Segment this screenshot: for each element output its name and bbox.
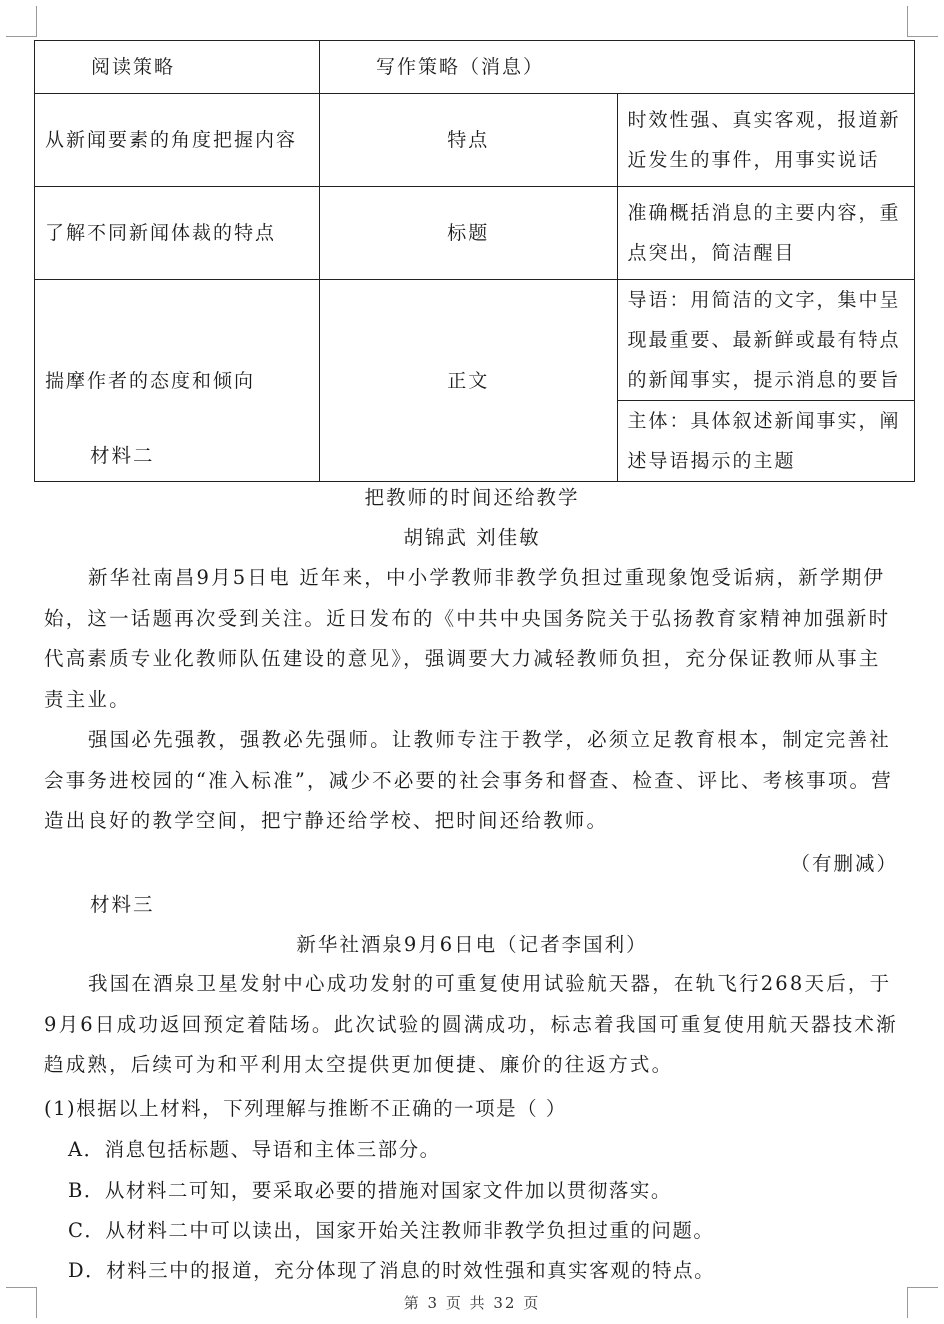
header-writing: 写作策略（消息） <box>320 41 915 94</box>
option-a: A．消息包括标题、导语和主体三部分。 <box>68 1138 441 1161</box>
table-row <box>35 94 915 187</box>
material2-label: 材料二 <box>90 444 155 467</box>
content-cell-body: 主体：具体叙述新闻事实，阐述导语揭示的主题 <box>617 401 915 482</box>
abridged-note: （有删减） <box>790 852 898 875</box>
table-row <box>35 187 915 280</box>
crop-mark-top-right <box>907 6 938 37</box>
material3-dateline: 新华社酒泉9月6日电（记者李国利） <box>296 933 648 956</box>
table-header-row <box>35 41 915 94</box>
page-footer: 第 3 页 共 32 页 <box>403 1294 541 1312</box>
content-cell-lead: 导语：用简洁的文字，集中呈现最重要、最新鲜或最有特点的新闻事实，提示消息的要旨 <box>617 280 915 401</box>
reading-strategy-cell: 从新闻要素的角度把握内容 <box>35 94 320 187</box>
material3-paragraph-1: 我国在酒泉卫星发射中心成功发射的可重复使用试验航天器，在轨飞行268天后，于9月6日成功返回预定着陆场。此次试验的圆满成功，标志着我国可重复使用航天器技术渐趋成熟，后续可为和平利用太空提供更加便捷、廉价的往返方式。 <box>44 972 898 1076</box>
content-cell: 时效性强、真实客观，报道新近发生的事件，用事实说话 <box>617 94 915 187</box>
question-stem: (1)根据以上材料，下列理解与推断不正确的一项是（ ） <box>44 1097 567 1120</box>
material2-paragraph-1: 新华社南昌9月5日电 近年来，中小学教师非教学负担过重现象饱受诟病，新学期伊始，这一话题再次受到关注。近日发布的《中共中央国务院关于弘扬教育家精神加强新时代高素质专业化教师队伍建设的意见》，强调要大力减轻教师负担，充分保证教师从事主责主业。 <box>44 566 891 711</box>
section-label-cell: 特点 <box>320 94 618 187</box>
content-cell: 准确概括消息的主要内容，重点突出，简洁醒目 <box>617 187 915 280</box>
table-row <box>35 280 915 401</box>
option-b: B．从材料二可知，要采取必要的措施对国家文件加以贯彻落实。 <box>68 1179 672 1202</box>
material2-authors: 胡锦武 刘佳敏 <box>403 526 541 549</box>
reading-strategy-cell: 了解不同新闻体裁的特点 <box>35 187 320 280</box>
header-reading: 阅读策略 <box>35 41 320 94</box>
option-d: D．材料三中的报道，充分体现了消息的时效性强和真实客观的特点。 <box>68 1259 716 1282</box>
section-label-cell: 正文 <box>320 280 618 482</box>
crop-mark-top-left <box>6 6 37 37</box>
material3-label: 材料三 <box>90 893 155 916</box>
reading-strategy-cell: 揣摩作者的态度和倾向 <box>35 280 320 482</box>
strategy-table <box>34 40 915 482</box>
material2-paragraph-2: 强国必先强教，强教必先强师。让教师专注于教学，必须立足教育根本，制定完善社会事务进校园的“准入标准”，减少不必要的社会事务和督查、检查、评比、考核事项。营造出良好的教学空间，把宁静还给学校、把时间还给教师。 <box>44 728 893 832</box>
option-c: C．从材料二中可以读出，国家开始关注教师非教学负担过重的问题。 <box>68 1219 715 1242</box>
section-label-cell: 标题 <box>320 187 618 280</box>
material2-title: 把教师的时间还给教学 <box>364 486 580 509</box>
